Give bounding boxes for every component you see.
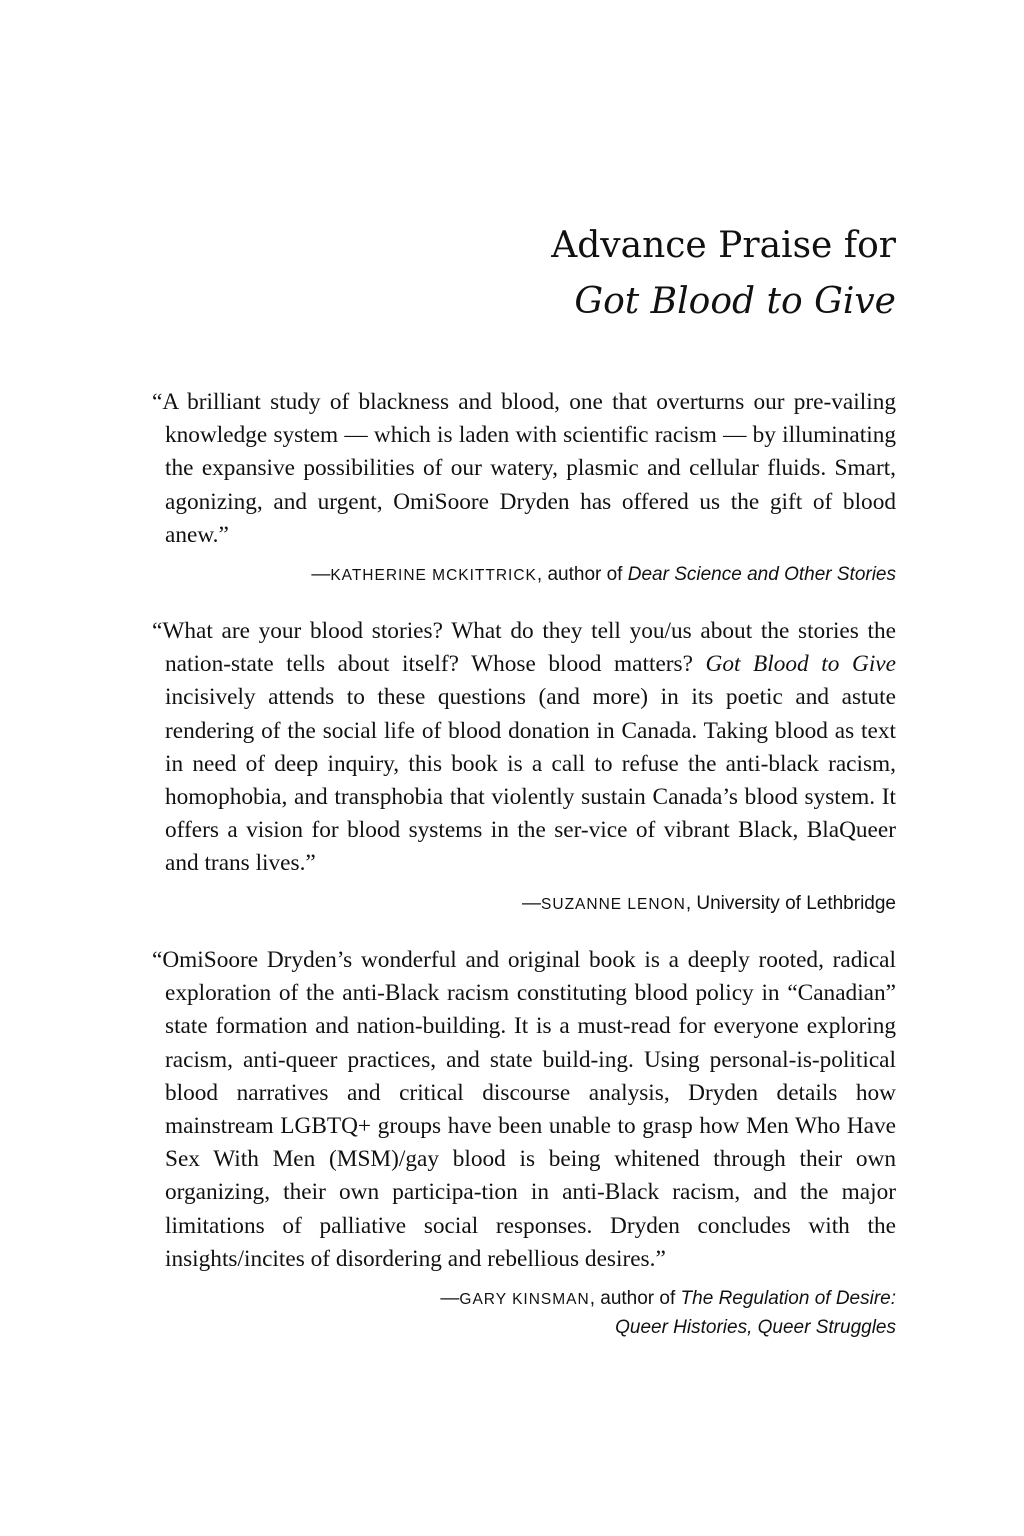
praise-item-kinsman <box>150 944 896 1342</box>
attribution-name: KATHERINE MCKITTRICK <box>330 567 537 585</box>
heading-book-title: Got Blood to Give <box>574 281 896 322</box>
attribution-work: The Regulation of Desire: <box>680 1288 896 1310</box>
attribution-work-subtitle: Queer Histories, Queer Struggles <box>615 1317 896 1339</box>
attribution-dash: — <box>440 1288 460 1310</box>
attribution-dash: — <box>311 564 331 586</box>
page-heading <box>551 218 896 330</box>
praise-quote <box>150 615 896 881</box>
attribution-dash: — <box>522 892 542 914</box>
attribution-name: SUZANNE LENON <box>541 895 686 913</box>
praise-quote: “A brilliant study of blackness and blood, one that overturns our pre-vailing knowledge system — which is laden with scientific racism — by illuminating the expansive possibilities of our watery, plasmic and cellular fluids. Smart, agonizing, and urgent, OmiSoore Dryden has offered us the gift of blood anew.” <box>152 389 896 548</box>
quote-text-part2: incisively attends to these questions (and more) in its poetic and astute rendering of the social life of blood donation in Canada. Taking blood as text in need of deep inquiry, this book is a call to refuse the anti-black racism, homophobia, and transphobia that violently sustain Canada’s blood system. It offers a vision for blood systems in the ser-vice of vibrant Black, BlaQueer and trans lives.” <box>165 684 896 877</box>
praise-item-mckittrick <box>150 386 896 590</box>
attribution-role: , author of <box>536 564 628 586</box>
quote-book-title: Got Blood to Give <box>705 651 896 678</box>
attribution-role: , author of <box>589 1288 681 1310</box>
attribution-role: , University of Lethbridge <box>685 892 896 914</box>
praise-attribution <box>150 1285 896 1342</box>
attribution-work: Dear Science and Other Stories <box>627 564 896 586</box>
praise-quote: “OmiSoore Dryden’s wonderful and original book is a deeply rooted, radical exploration of the anti-Black racism constituting blood policy in “Canadian” state formation and nation-building. It is a must-read for everyone exploring racism, anti-queer practices, and state build-ing. Using personal-is-political blood narratives and critical discourse analysis, Dryden details how mainstream LGBTQ+ groups have been unable to grasp how Men Who Have Sex With Men (MSM)/gay blood is being whitened through their own organizing, their own participa-tion in anti-Black racism, and the major limitations of palliative social responses. Dryden concludes with the insights/incites of disordering and rebellious desires.” <box>152 947 896 1272</box>
heading-title: Advance Praise for <box>551 225 896 266</box>
attribution-name: GARY KINSMAN <box>459 1291 590 1309</box>
praise-item-lenon <box>150 615 896 919</box>
praise-attribution <box>150 890 896 919</box>
praise-attribution <box>150 561 896 590</box>
quote-text-part1: “What are your blood stories? What do they tell you/us about the stories the nation-state tells about itself? Whose blood matters? <box>152 618 896 678</box>
attribution-line1 <box>150 1285 896 1314</box>
